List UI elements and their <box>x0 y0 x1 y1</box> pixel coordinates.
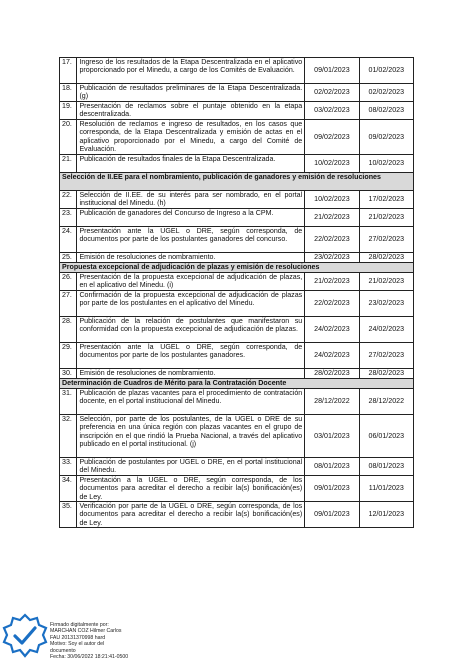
row-number: 33. <box>60 458 77 476</box>
table-row <box>60 102 414 120</box>
section-title: Propuesta excepcional de adjudicación de plazas y emisión de resoluciones <box>60 263 414 273</box>
signature-line: Motivo: Soy el autor del <box>50 641 105 648</box>
table-row <box>60 415 414 458</box>
start-date: 10/02/2023 <box>305 155 359 173</box>
check-seal-icon <box>2 612 48 660</box>
start-date: 09/02/2023 <box>305 120 359 155</box>
activity-description: Publicación de postulantes por UGEL o DRE, en el portal institucional del Minedu. <box>77 458 305 476</box>
row-number: 26. <box>60 273 77 291</box>
activity-description: Emisión de resoluciones de nombramiento. <box>77 253 305 263</box>
table-row <box>60 291 414 317</box>
table-row <box>60 120 414 155</box>
table-row <box>60 502 414 528</box>
end-date: 06/01/2023 <box>359 415 413 458</box>
activity-description: Presentación a la UGEL o DRE, según corresponda, de los documentos para acreditar el derecho a recibir la(s) bonificación(es) de Ley. <box>77 476 305 502</box>
row-number: 35. <box>60 502 77 528</box>
start-date: 22/02/2023 <box>305 227 359 253</box>
start-date: 09/01/2023 <box>305 58 359 84</box>
row-number: 29. <box>60 343 77 369</box>
signature-line: Firmado digitalmente por: <box>50 622 109 628</box>
start-date: 21/02/2023 <box>305 273 359 291</box>
activity-description: Publicación de resultados finales de la Etapa Descentralizada. <box>77 155 305 173</box>
activity-description: Publicación de ganadores del Concurso de Ingreso a la CPM. <box>77 209 305 227</box>
start-date: 24/02/2023 <box>305 343 359 369</box>
table-row <box>60 155 414 173</box>
row-number: 18. <box>60 84 77 102</box>
start-date: 09/01/2023 <box>305 502 359 528</box>
end-date: 27/02/2023 <box>359 227 413 253</box>
table-row <box>60 389 414 415</box>
signature-line: documento <box>50 647 76 654</box>
end-date: 17/02/2023 <box>359 191 413 209</box>
row-number: 21. <box>60 155 77 173</box>
schedule-table <box>59 57 414 528</box>
section-header-row <box>60 379 414 389</box>
activity-description: Resolución de reclamos e ingreso de resultados, en los casos que corresponda, de la Etapa Descentralizada y emisión de actas en el aplicativo proporcionado por el Minedu, a cargo del Comité de Evaluación. <box>77 120 305 155</box>
row-number: 20. <box>60 120 77 155</box>
activity-description: Publicación de resultados preliminares de la Etapa Descentralizada. (g) <box>77 84 305 102</box>
activity-description: Presentación de reclamos sobre el puntaje obtenido en la etapa descentralizada. <box>77 102 305 120</box>
activity-description: Emisión de resoluciones de nombramiento. <box>77 369 305 379</box>
start-date: 10/02/2023 <box>305 191 359 209</box>
start-date: 21/02/2023 <box>305 209 359 227</box>
table-row <box>60 84 414 102</box>
row-number: 24. <box>60 227 77 253</box>
row-number: 22. <box>60 191 77 209</box>
row-number: 31. <box>60 389 77 415</box>
activity-description: Confirmación de la propuesta excepcional de adjudicación de plazas por parte de los postulantes en el aplicativo del Minedu. <box>77 291 305 317</box>
row-number: 25. <box>60 253 77 263</box>
end-date: 11/01/2023 <box>359 476 413 502</box>
end-date: 27/02/2023 <box>359 343 413 369</box>
end-date: 28/02/2023 <box>359 369 413 379</box>
end-date: 28/12/2022 <box>359 389 413 415</box>
activity-description: Presentación de la propuesta excepcional de adjudicación de plazas, en el aplicativo del Minedu. (i) <box>77 273 305 291</box>
end-date: 09/02/2023 <box>359 120 413 155</box>
digital-signature-seal <box>2 612 48 660</box>
activity-description: Presentación ante la UGEL o DRE, según corresponda, de documentos por parte de los postulantes ganadores del concurso. <box>77 227 305 253</box>
row-number: 34. <box>60 476 77 502</box>
table-row <box>60 458 414 476</box>
row-number: 19. <box>60 102 77 120</box>
start-date: 09/01/2023 <box>305 476 359 502</box>
table-row <box>60 369 414 379</box>
activity-description: Ingreso de los resultados de la Etapa Descentralizada en el aplicativo proporcionado por el Minedu, a cargo de los Comités de Evaluación. <box>77 58 305 84</box>
start-date: 08/01/2023 <box>305 458 359 476</box>
signature-line: Fecha: 30/06/2022 18:21:41-0500 <box>50 654 129 661</box>
table-row <box>60 227 414 253</box>
activity-description: Publicación de plazas vacantes para el procedimiento de contratación docente, en el portal institucional del Minedu. <box>77 389 305 415</box>
end-date: 21/02/2023 <box>359 273 413 291</box>
activity-description: Selección de II.EE. de su interés para ser nombrado, en el portal institucional del Minedu. (h) <box>77 191 305 209</box>
end-date: 23/02/2023 <box>359 291 413 317</box>
row-number: 23. <box>60 209 77 227</box>
table-row <box>60 209 414 227</box>
table-row <box>60 253 414 263</box>
start-date: 23/02/2023 <box>305 253 359 263</box>
activity-description: Publicación de la relación de postulantes que manifestaron su conformidad con la propuesta excepcional de adjudicación de plazas. <box>77 317 305 343</box>
start-date: 22/02/2023 <box>305 291 359 317</box>
row-number: 30. <box>60 369 77 379</box>
table-row <box>60 317 414 343</box>
signature-line: MARCHAN COZ Hilmer Carlos <box>50 628 122 635</box>
start-date: 28/02/2023 <box>305 369 359 379</box>
activity-description: Presentación ante la UGEL o DRE, según corresponda, de documentos por parte de los postulantes ganadores. <box>77 343 305 369</box>
start-date: 03/02/2023 <box>305 102 359 120</box>
end-date: 28/02/2023 <box>359 253 413 263</box>
end-date: 10/02/2023 <box>359 155 413 173</box>
section-title: Selección de II.EE para el nombramiento, publicación de ganadores y emisión de resoluciones <box>60 173 414 191</box>
signature-text <box>50 622 128 660</box>
row-number: 28. <box>60 317 77 343</box>
end-date: 21/02/2023 <box>359 209 413 227</box>
section-title: Determinación de Cuadros de Mérito para la Contratación Docente <box>60 379 414 389</box>
row-number: 27. <box>60 291 77 317</box>
start-date: 03/01/2023 <box>305 415 359 458</box>
table-row <box>60 273 414 291</box>
table-row <box>60 58 414 84</box>
table-row <box>60 191 414 209</box>
table-row <box>60 476 414 502</box>
row-number: 32. <box>60 415 77 458</box>
section-header-row <box>60 263 414 273</box>
activity-description: Verificación por parte de la UGEL o DRE, según corresponda, de los documentos para acreditar el derecho a recibir la(s) bonificación(es) de Ley. <box>77 502 305 528</box>
start-date: 24/02/2023 <box>305 317 359 343</box>
end-date: 24/02/2023 <box>359 317 413 343</box>
activity-description: Selección, por parte de los postulantes, de la UGEL o DRE de su preferencia en una única región con plazas vacantes en el grupo de inscripción en el que rindió la Prueba Nacional, a través del aplicativo publicado en el portal institucional. (j) <box>77 415 305 458</box>
signature-line: FAU 20131370998 hard <box>50 634 106 641</box>
row-number: 17. <box>60 58 77 84</box>
end-date: 08/01/2023 <box>359 458 413 476</box>
table-row <box>60 343 414 369</box>
section-header-row <box>60 173 414 191</box>
end-date: 12/01/2023 <box>359 502 413 528</box>
start-date: 28/12/2022 <box>305 389 359 415</box>
start-date: 02/02/2023 <box>305 84 359 102</box>
end-date: 01/02/2023 <box>359 58 413 84</box>
end-date: 08/02/2023 <box>359 102 413 120</box>
schedule-body <box>60 58 414 528</box>
end-date: 02/02/2023 <box>359 84 413 102</box>
